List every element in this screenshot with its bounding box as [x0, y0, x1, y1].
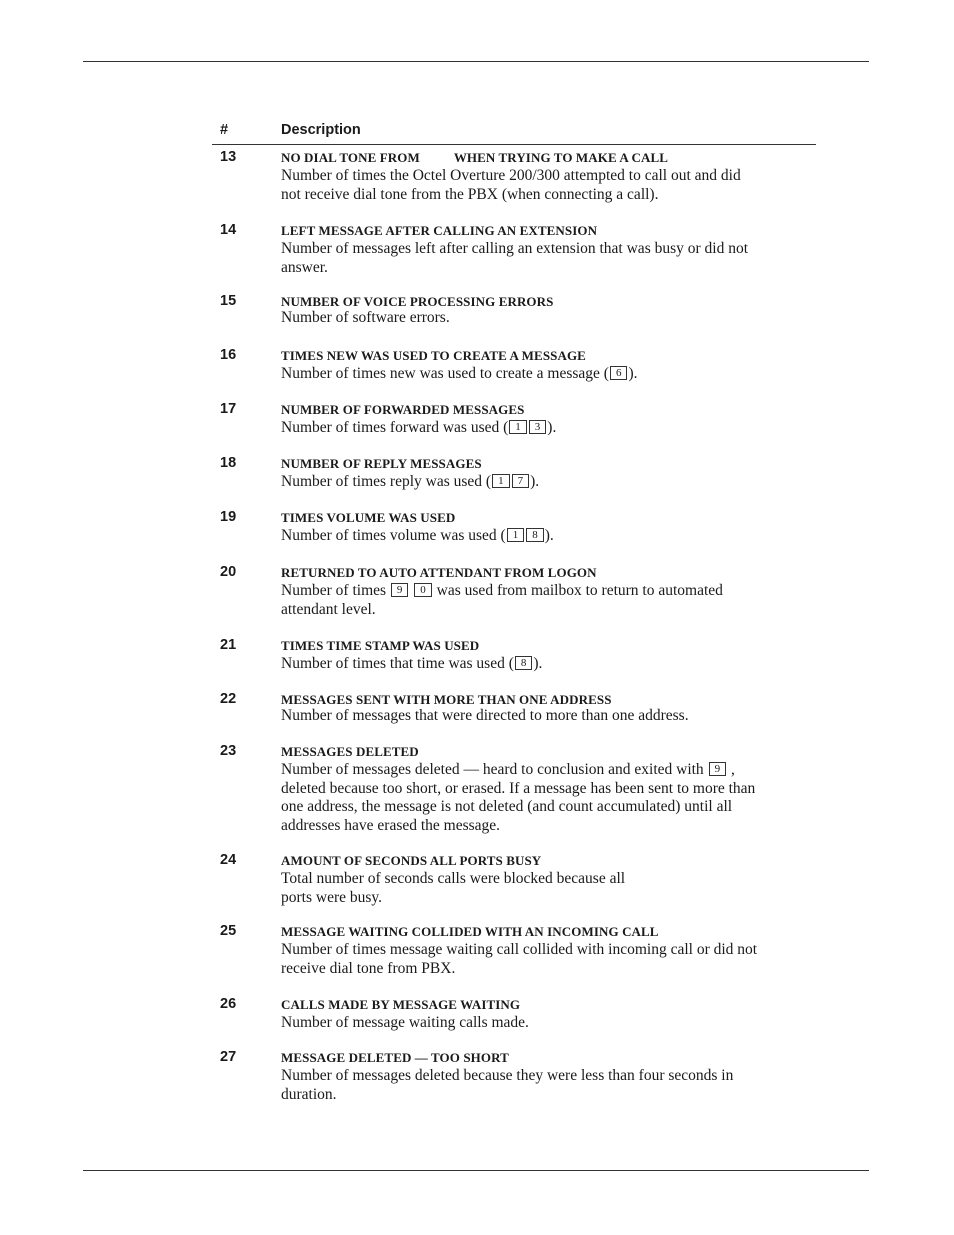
row-description: Number of times volume was used ( 1 8 ). [281, 527, 554, 544]
row-description: Number of messages left after calling an extension that was busy or did not answer. [281, 240, 749, 276]
key-box: 1 [507, 528, 525, 542]
row-number: 22 [220, 691, 237, 707]
row-description: Number of messages deleted — heard to conclusion and exited with 9 , deleted because too short, or erased. If a message has been sent to more than one address, the message is not deleted (and count accumulated) until all addresses have erased the message. [281, 761, 756, 834]
row-description: Number of times 9 0 was used from mailbox to return to automated attendant level. [281, 582, 723, 618]
key-box: 8 [526, 528, 544, 542]
row-title: NUMBER OF VOICE PROCESSING ERRORS [281, 294, 554, 309]
page-bottom-rule [83, 1170, 869, 1171]
row-description: Number of times message waiting call collided with incoming call or did not receive dial tone from PBX. [281, 941, 758, 977]
key-box: 9 [709, 762, 727, 776]
row-number: 19 [220, 509, 237, 525]
key-box: 0 [414, 583, 432, 597]
row-description: Number of message waiting calls made. [281, 1014, 529, 1031]
row-description: Number of messages that were directed to more than one address. [281, 707, 689, 724]
row-title: NUMBER OF FORWARDED MESSAGES [281, 402, 525, 417]
row-title: MESSAGES DELETED [281, 744, 419, 759]
row-title: AMOUNT OF SECONDS ALL PORTS BUSY [281, 853, 542, 868]
row-number: 23 [220, 743, 237, 759]
row-title: RETURNED TO AUTO ATTENDANT FROM LOGON [281, 565, 597, 580]
row-number: 16 [220, 347, 237, 363]
row-title: TIMES NEW WAS USED TO CREATE A MESSAGE [281, 348, 586, 363]
column-header-description: Description [281, 122, 361, 138]
row-number: 18 [220, 455, 237, 471]
key-box: 9 [391, 583, 409, 597]
row-title: MESSAGE DELETED — TOO SHORT [281, 1050, 509, 1065]
row-title: TIMES VOLUME WAS USED [281, 510, 456, 525]
key-box: 8 [515, 656, 533, 670]
row-number: 20 [220, 564, 237, 580]
row-title: MESSAGE WAITING COLLIDED WITH AN INCOMING CALL [281, 924, 659, 939]
row-title: NUMBER OF REPLY MESSAGES [281, 456, 482, 471]
row-description: Number of times the Octel Overture 200/300 attempted to call out and did not receive dial tone from the PBX (when connecting a call). [281, 167, 741, 203]
row-number: 27 [220, 1049, 237, 1065]
table-header-rule [212, 144, 816, 145]
key-box: 1 [509, 420, 527, 434]
row-description: Total number of seconds calls were blocked because all ports were busy. [281, 870, 626, 906]
row-title: MESSAGES SENT WITH MORE THAN ONE ADDRESS [281, 692, 612, 707]
row-description: Number of software errors. [281, 309, 450, 326]
row-number: 13 [220, 149, 237, 165]
page-top-rule [83, 61, 869, 62]
key-box: 1 [492, 474, 510, 488]
key-box: 7 [512, 474, 530, 488]
row-title: TIMES TIME STAMP WAS USED [281, 638, 480, 653]
key-box: 6 [610, 366, 628, 380]
key-box: 3 [529, 420, 547, 434]
row-title: CALLS MADE BY MESSAGE WAITING [281, 997, 521, 1012]
row-description: Number of times new was used to create a message ( 6 ). [281, 365, 638, 382]
row-title: LEFT MESSAGE AFTER CALLING AN EXTENSION [281, 223, 598, 238]
row-number: 25 [220, 923, 237, 939]
row-title: NO DIAL TONE FROM WHEN TRYING TO MAKE A CALL [281, 150, 668, 165]
row-description: Number of times reply was used ( 1 7 ). [281, 473, 540, 490]
row-number: 15 [220, 293, 237, 309]
row-number: 24 [220, 852, 237, 868]
row-description: Number of times that time was used ( 8 ). [281, 655, 543, 672]
row-number: 21 [220, 637, 237, 653]
row-description: Number of times forward was used ( 1 3 ). [281, 419, 557, 436]
row-number: 14 [220, 222, 237, 238]
row-number: 26 [220, 996, 237, 1012]
column-header-number: # [220, 122, 229, 138]
row-number: 17 [220, 401, 237, 417]
row-description: Number of messages deleted because they were less than four seconds in duration. [281, 1067, 734, 1103]
